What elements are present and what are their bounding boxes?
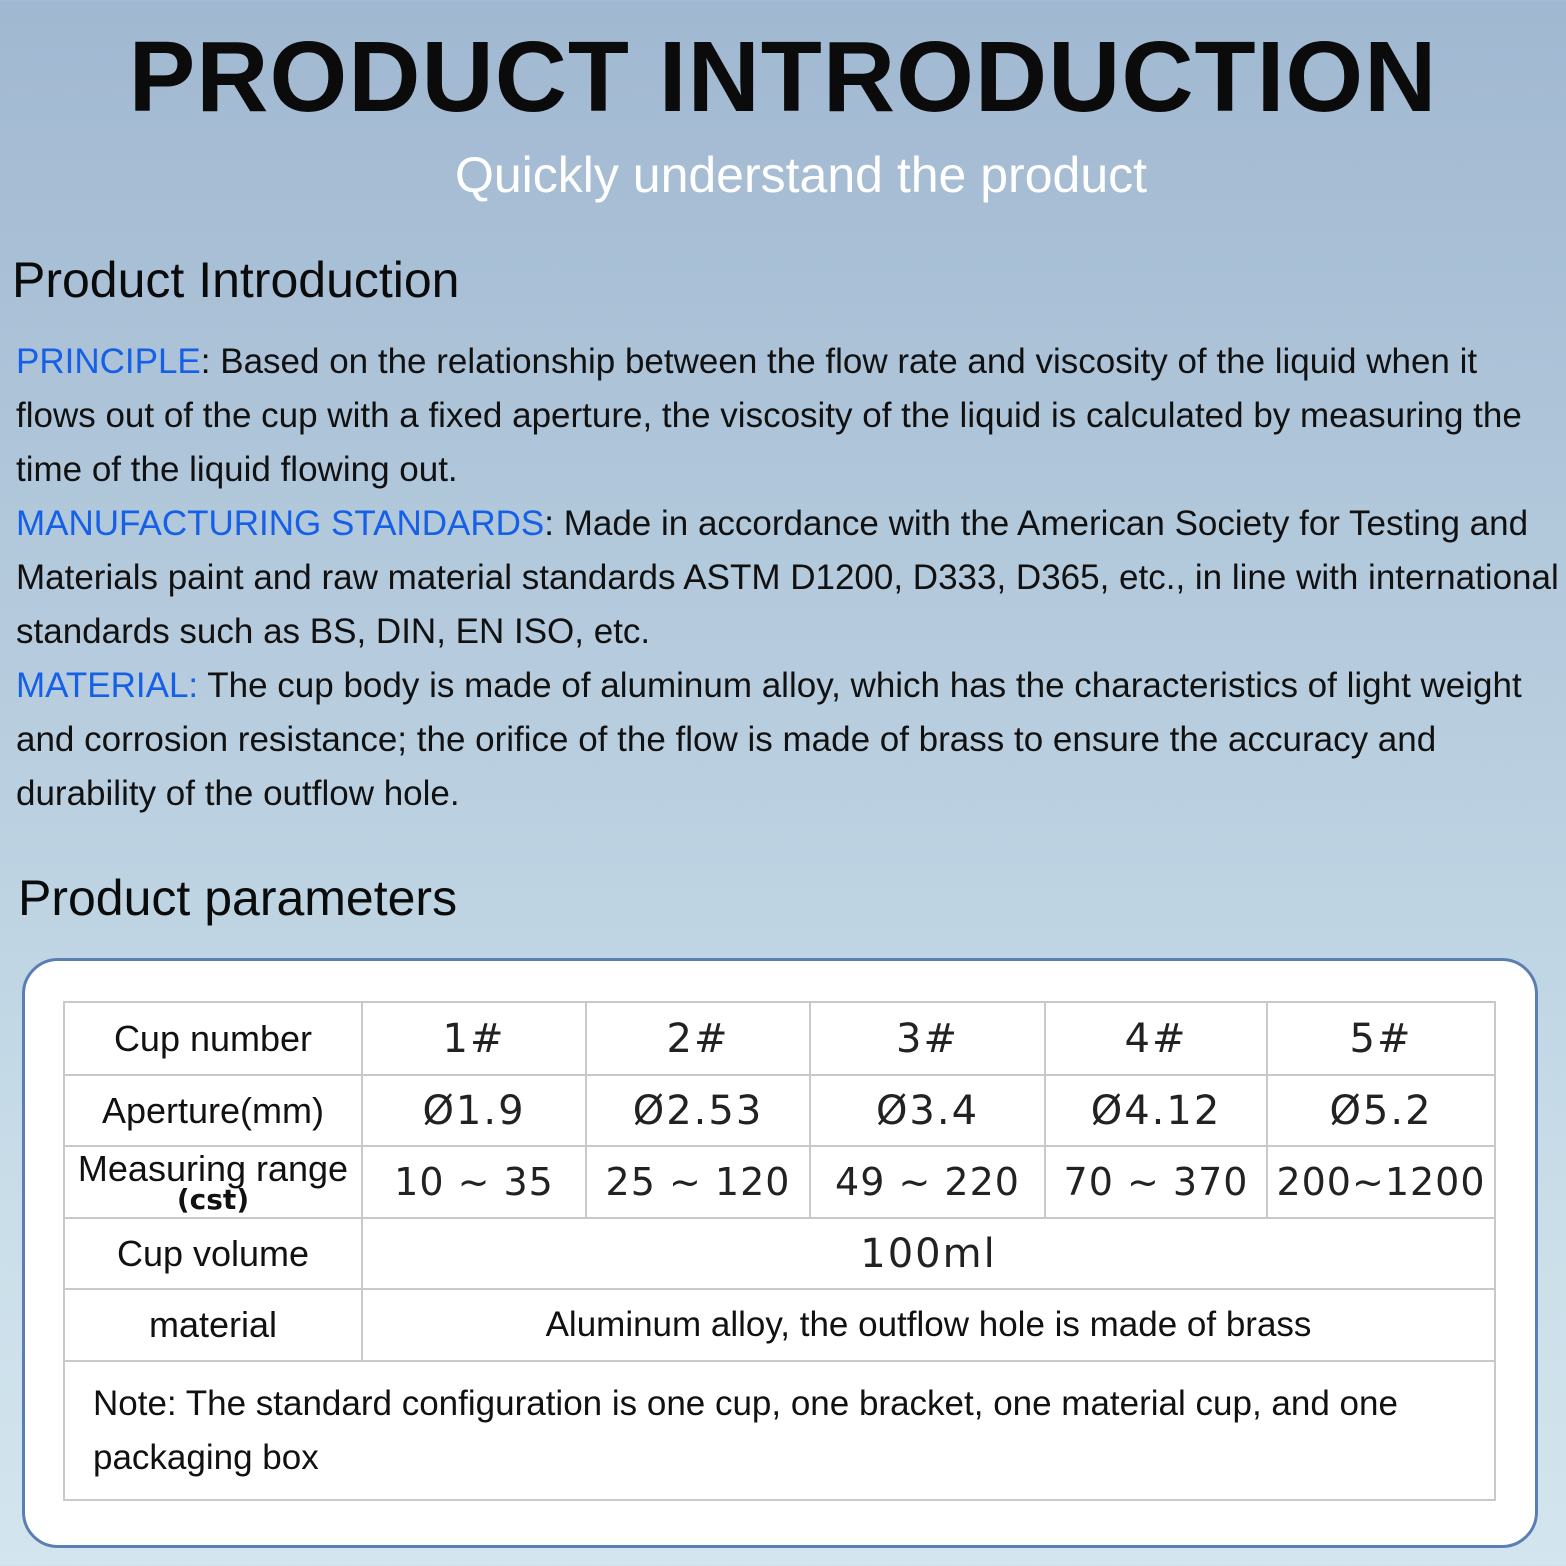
aperture-label: Aperture(mm) xyxy=(64,1075,362,1146)
table-row-note xyxy=(64,1361,1495,1500)
page-title: PRODUCT INTRODUCTION xyxy=(128,21,1438,133)
cup-volume-label: Cup volume xyxy=(64,1218,362,1289)
cup-number-3: 3# xyxy=(810,1002,1045,1075)
material-text: The cup body is made of aluminum alloy, which has the characteristics of light weight and corrosion resistance; the orifice of the flow is made of brass to ensure the accuracy and durability of the outflow hole. xyxy=(16,666,1522,813)
cup-number-5: 5# xyxy=(1267,1002,1495,1075)
aperture-3: Ø3.4 xyxy=(810,1075,1045,1146)
principle-text: : Based on the relationship between the flow rate and viscosity of the liquid when it flows out of the cup with a fixed aperture, the viscosity of the liquid is calculated by measuring the time of the liquid flowing out. xyxy=(16,342,1522,489)
cup-number-1: 1# xyxy=(362,1002,586,1075)
standards-keyword: MANUFACTURING STANDARDS xyxy=(16,504,545,543)
product-introduction-body xyxy=(16,335,1561,821)
parameters-card xyxy=(22,958,1538,1548)
material-paragraph xyxy=(16,659,1561,821)
material-keyword: MATERIAL: xyxy=(16,666,199,705)
cup-number-label: Cup number xyxy=(64,1002,362,1075)
table-row-measuring-range xyxy=(64,1146,1495,1218)
measuring-range-5: 200~1200 xyxy=(1267,1146,1495,1218)
parameters-table xyxy=(63,1001,1496,1501)
table-row-cup-number xyxy=(64,1002,1495,1075)
aperture-5: Ø5.2 xyxy=(1267,1075,1495,1146)
standards-text: : Made in accordance with the American Society for Testing and Materials paint and raw material standards ASTM D1200, D333, D365, etc., in line with international standards such as BS, DIN, EN ISO, etc. xyxy=(16,504,1559,651)
table-row-material xyxy=(64,1289,1495,1361)
table-row-aperture xyxy=(64,1075,1495,1146)
measuring-range-3: 49 ~ 220 xyxy=(810,1146,1045,1218)
measuring-range-2: 25 ~ 120 xyxy=(586,1146,810,1218)
table-row-cup-volume xyxy=(64,1218,1495,1289)
material-label: material xyxy=(64,1289,362,1361)
measuring-range-1: 10 ~ 35 xyxy=(362,1146,586,1218)
measuring-range-unit: (cst) xyxy=(176,1183,250,1216)
principle-keyword: PRINCIPLE xyxy=(16,342,201,381)
configuration-note: Note: The standard configuration is one cup, one bracket, one material cup, and one packaging box xyxy=(64,1361,1495,1500)
aperture-2: Ø2.53 xyxy=(586,1075,810,1146)
product-introduction-heading: Product Introduction xyxy=(12,252,460,308)
aperture-4: Ø4.12 xyxy=(1045,1075,1267,1146)
product-parameters-heading: Product parameters xyxy=(18,870,458,926)
material-value: Aluminum alloy, the outflow hole is made of brass xyxy=(362,1289,1495,1361)
standards-paragraph xyxy=(16,497,1561,659)
aperture-1: Ø1.9 xyxy=(362,1075,586,1146)
measuring-range-label: Measuring range xyxy=(77,1148,349,1189)
cup-volume-value: 100ml xyxy=(362,1218,1495,1289)
cup-number-4: 4# xyxy=(1045,1002,1267,1075)
principle-paragraph xyxy=(16,335,1561,497)
page-subtitle: Quickly understand the product xyxy=(454,147,1148,203)
measuring-range-4: 70 ~ 370 xyxy=(1045,1146,1267,1218)
cup-number-2: 2# xyxy=(586,1002,810,1075)
measuring-range-label-cell xyxy=(64,1146,362,1218)
